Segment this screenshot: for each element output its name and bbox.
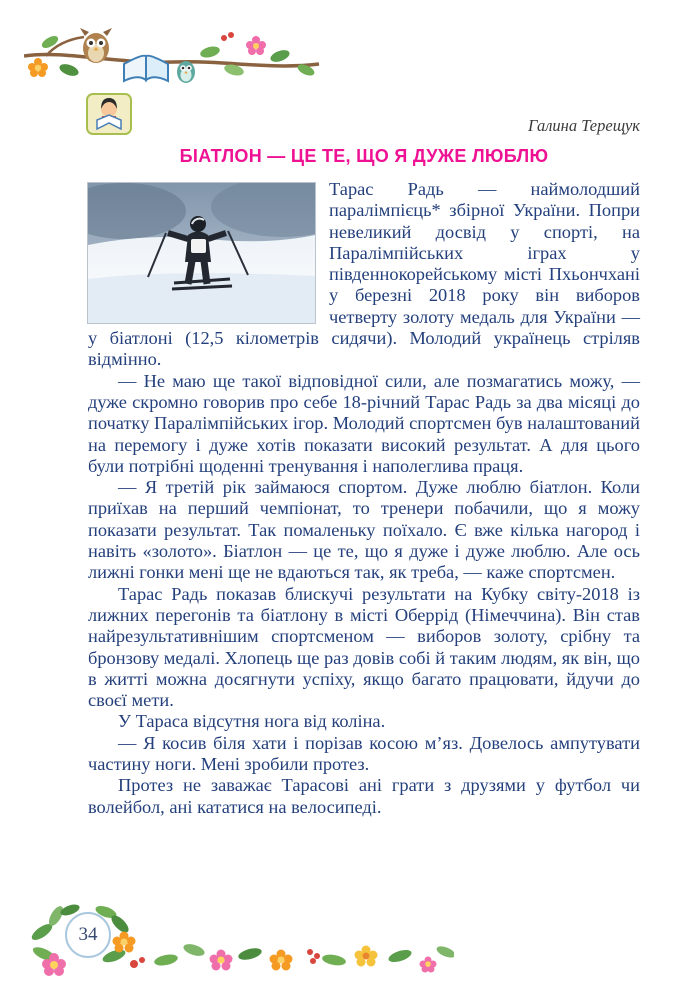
- page-number: 34: [65, 912, 111, 958]
- red-flower-icon: [130, 957, 145, 968]
- paragraph: — Я третій рік займаюся спортом. Дуже люблю біатлон. Коли приїхав на перший чемпіонат, то тренери побачили, що я можу показати результат. Так помаленьку поїхало. Є вже кілька нагород і навіть «золото». Біатлон — це те, що я дуже і дуже люблю. Але ось лижні гонки мені ще не вдаються так, як треба, — каже спортсмен.: [88, 477, 640, 583]
- top-branch-decoration: [24, 24, 334, 88]
- orange-flower-icon: [270, 950, 293, 971]
- orange-flower-icon: [28, 58, 48, 77]
- open-book-icon: [124, 56, 168, 81]
- author-name: Галина Терещук: [528, 116, 640, 135]
- pink-flower-icon: [246, 36, 266, 55]
- paragraph: — Я косив біля хати і порізав косою м’яз. Довелось ампутувати частину ноги. Мені зробили протез.: [88, 732, 640, 775]
- berry-icon: [221, 32, 234, 41]
- yellow-flower-icon: [355, 946, 378, 967]
- paragraph: Тарас Радь показав блискучі результати на Кубку світу-2018 із лижних перегонів та біатлону в місті Оберрід (Німеччина). Він став найрезультативнішим спортсменом — виборов золоту, срібну та бронзову медалі. Хлопець ще раз довів собі й таким людям, як він, що в житті можна досягнути успіху, якщо багато працювати, йдучи до своєї мети.: [88, 583, 640, 711]
- pink-flower-icon: [210, 950, 233, 971]
- paragraph: Протез не заважає Тарасові ані грати з друзями у футбол чи волейбол, ані кататися на велосипеді.: [88, 775, 640, 817]
- berry-icon: [307, 949, 320, 964]
- paragraph: Тарас Радь — наймолодший паралімпієць* збірної України. Попри невеликий досвід у спорті, на Паралімпійських іграх у південнокорейському місті Пхьончхані у березні 2018 року він виборов четверту золоту медаль для України — у біатлоні (12,5 кілометрів сидячи). Молодий українець стріляв відмінно.: [88, 179, 640, 370]
- biathlon-skier-photo: [88, 183, 315, 323]
- paragraph: — Не маю ще такої відповідної сили, але позмагатись можу, — дуже скромно говорив про себе 18-річний Тарас Радь за два місяці до початку Паралімпійських ігор. Молодий спортсмен був налаштований на перемогу і дуже хотів показати високий результат. А для цього були потрібні щоденні тренування і наполеглива праця.: [88, 370, 640, 476]
- orange-flower-icon: [113, 932, 136, 953]
- article-title: БІАТЛОН — ЦЕ ТЕ, ЩО Я ДУЖЕ ЛЮБЛЮ: [179, 146, 549, 166]
- article-body: [88, 179, 640, 818]
- branch-owls-illustration: [24, 24, 334, 88]
- pink-flower-icon: [420, 957, 437, 973]
- paragraph: У Тараса відсутня нога від коліна.: [118, 711, 386, 732]
- small-owl-icon: [177, 61, 195, 83]
